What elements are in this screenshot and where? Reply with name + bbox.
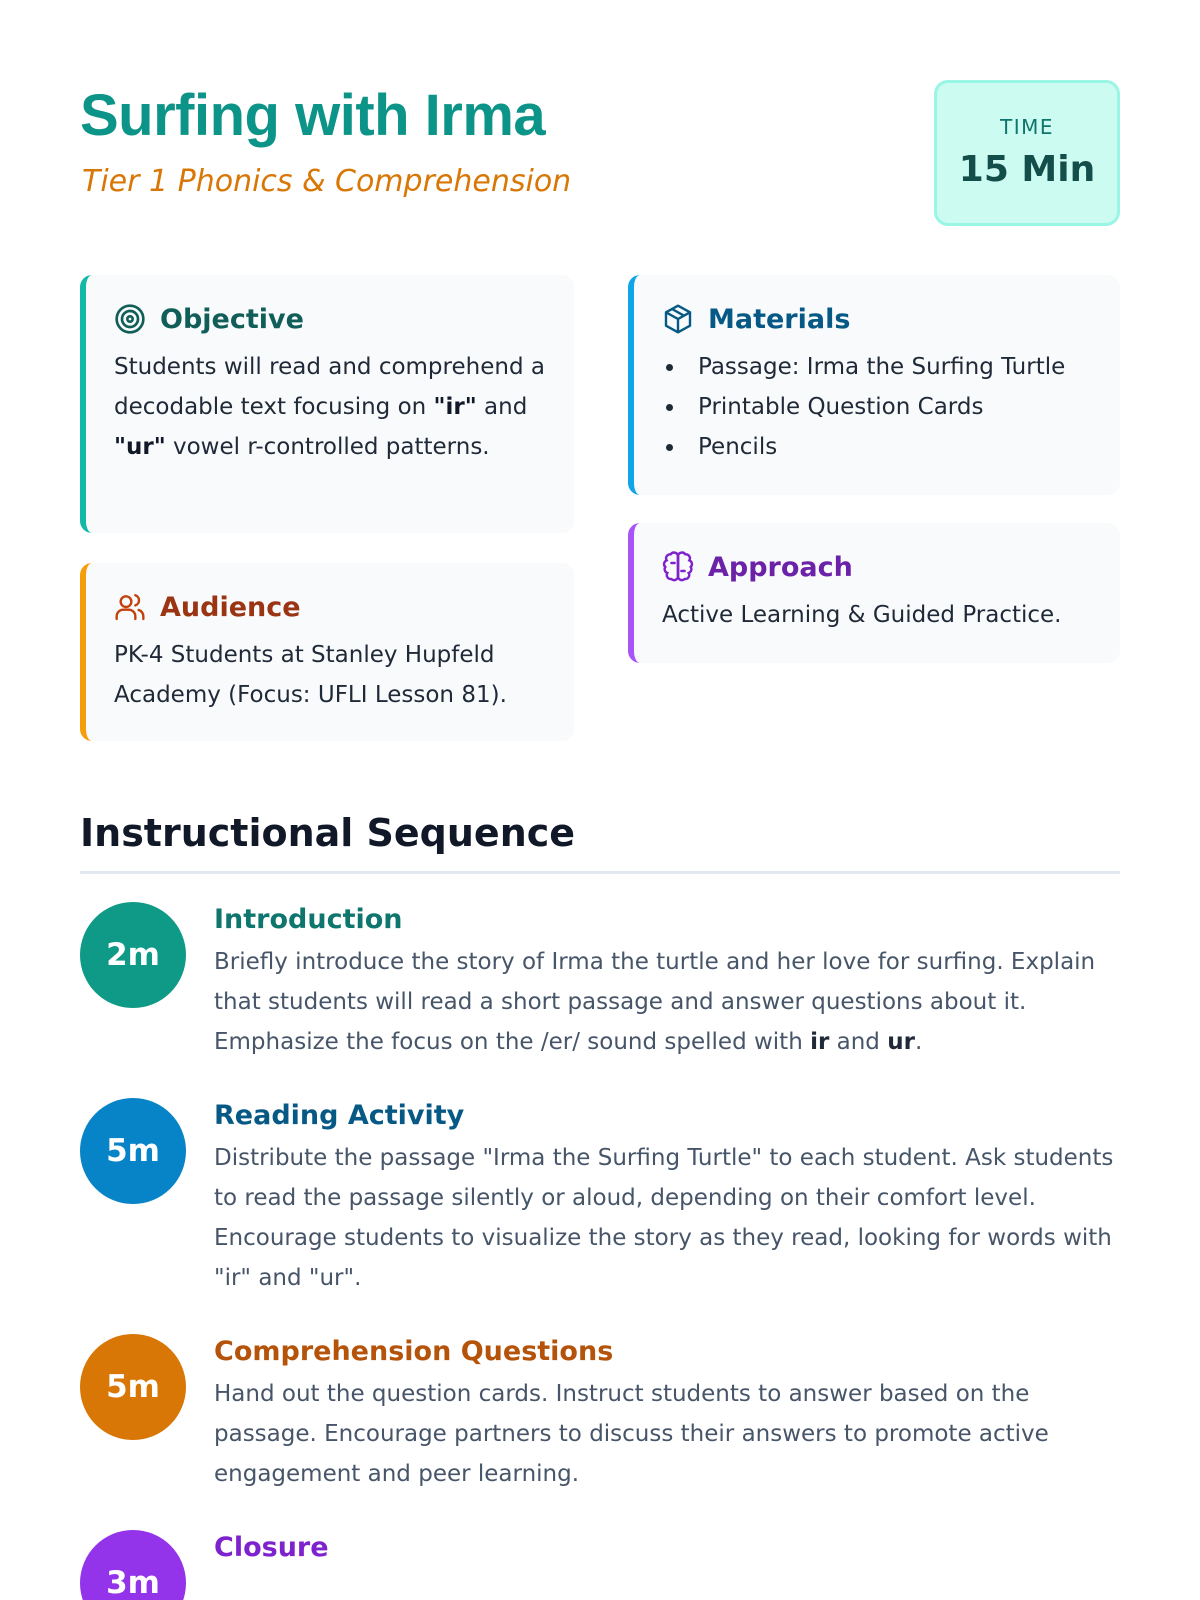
list-item: Pencils <box>662 427 1094 467</box>
step-time-badge: 5m <box>80 1098 186 1204</box>
list-item: Printable Question Cards <box>662 387 1094 427</box>
step-title: Closure <box>214 1532 329 1563</box>
objective-title: Objective <box>160 303 304 335</box>
approach-header <box>662 549 1094 585</box>
box-icon <box>662 303 694 335</box>
approach-title: Approach <box>708 551 853 583</box>
materials-list <box>662 347 1094 467</box>
step-title: Comprehension Questions <box>214 1336 614 1367</box>
info-cards <box>80 275 1120 775</box>
users-icon <box>114 591 146 623</box>
target-icon <box>114 303 146 335</box>
header <box>80 0 1120 275</box>
time-label: TIME <box>999 115 1054 139</box>
step-reading-activity <box>80 1098 1120 1298</box>
step-text: Distribute the passage "Irma the Surfing Turtle" to each student. Ask students to read the passage silently or aloud, depending on their comfort level. Encourage students to visualize the story as they read, looking for words with "ir" and "ur". <box>214 1145 1114 1291</box>
audience-header <box>114 589 548 625</box>
brain-icon <box>662 551 694 583</box>
materials-header <box>662 301 1094 337</box>
page-title: Surfing with Irma <box>80 83 546 148</box>
objective-header <box>114 301 548 337</box>
audience-text: PK-4 Students at Stanley Hupfeld Academy (Focus: UFLI Lesson 81). <box>114 642 507 708</box>
step-closure <box>80 1530 1120 1600</box>
sequence-heading: Instructional Sequence <box>80 811 1120 874</box>
objective-text: Students will read and comprehend a decodable text focusing on "ir" and "ur" vowel r-controlled patterns. <box>114 354 545 460</box>
approach-card <box>628 523 1120 663</box>
audience-title: Audience <box>160 591 301 623</box>
sequence-steps <box>80 902 1120 1600</box>
time-value: 15 Min <box>958 149 1096 190</box>
step-comprehension-questions <box>80 1334 1120 1494</box>
list-item: Passage: Irma the Surfing Turtle <box>662 347 1094 387</box>
step-time-badge: 2m <box>80 902 186 1008</box>
step-time-badge: 5m <box>80 1334 186 1440</box>
step-title: Introduction <box>214 904 403 935</box>
step-introduction <box>80 902 1120 1062</box>
objective-card <box>80 275 574 533</box>
materials-title: Materials <box>708 303 851 335</box>
step-text: Briefly introduce the story of Irma the turtle and her love for surfing. Explain that students will read a short passage and answer questions about it. Emphasize the focus on the /er/ sound spelled with ir and ur. <box>214 949 1096 1055</box>
page-subtitle: Tier 1 Phonics & Comprehension <box>82 164 572 199</box>
step-text: Hand out the question cards. Instruct students to answer based on the passage. Encourage partners to discuss their answers to promote active engagement and peer learning. <box>214 1381 1049 1487</box>
step-title: Reading Activity <box>214 1100 465 1131</box>
approach-text: Active Learning & Guided Practice. <box>662 602 1062 628</box>
time-badge <box>934 80 1120 226</box>
audience-card <box>80 563 574 741</box>
materials-card <box>628 275 1120 495</box>
step-time-badge: 3m <box>80 1530 186 1600</box>
